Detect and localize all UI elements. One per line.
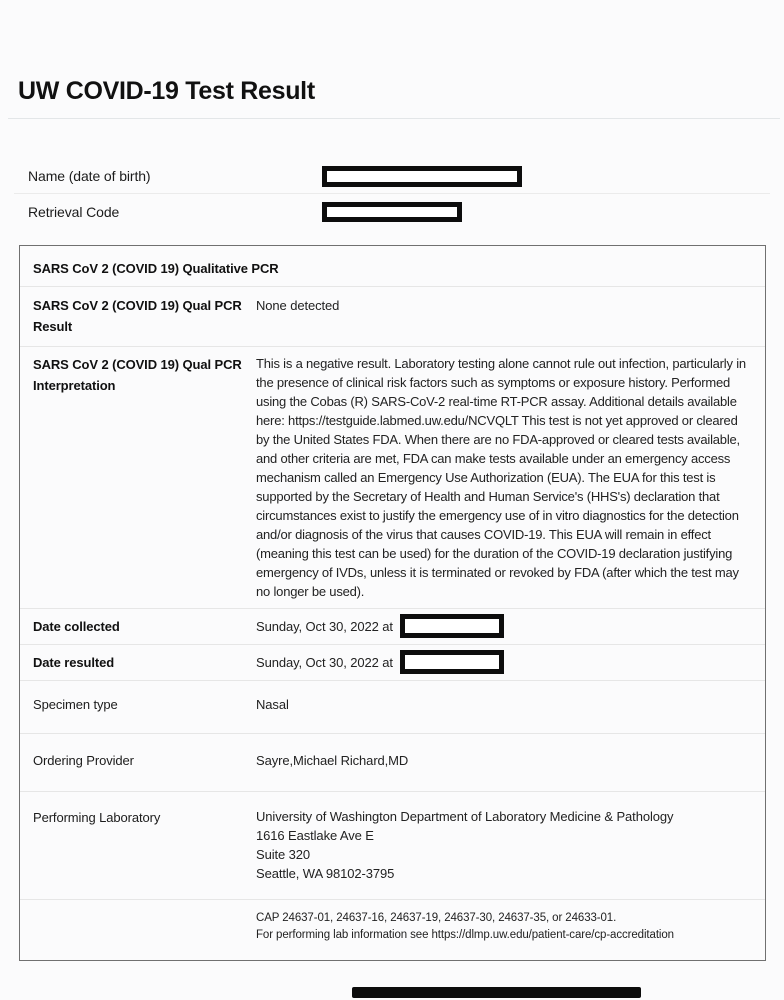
redacted-time-box — [400, 614, 504, 638]
panel-title: SARS CoV 2 (COVID 19) Qualitative PCR — [33, 261, 279, 276]
bottom-redaction-bar — [352, 987, 641, 998]
name-row — [0, 159, 784, 193]
accreditation-text — [256, 910, 752, 944]
date-resulted-label: Date resulted — [33, 654, 115, 670]
name-label: Name (date of birth) — [28, 168, 151, 184]
date-resulted-value — [256, 650, 752, 674]
result-value: None detected — [256, 298, 340, 313]
interpretation-label: SARS CoV 2 (COVID 19) Qual PCR Interpretation — [33, 357, 242, 393]
performing-laboratory-value — [256, 807, 752, 883]
retrieval-code-label: Retrieval Code — [28, 204, 120, 220]
redacted-time-box — [400, 650, 504, 674]
retrieval-code-row — [0, 194, 784, 230]
patient-info-section — [0, 159, 784, 230]
specimen-type-row — [20, 680, 765, 733]
date-resulted-text: Sunday, Oct 30, 2022 at — [256, 654, 393, 670]
performing-laboratory-row — [20, 791, 765, 899]
date-collected-value — [256, 614, 752, 638]
accreditation-spacer — [33, 910, 256, 944]
accreditation-info-line: For performing lab information see https://dlmp.uw.edu/patient-care/cp-accreditation — [256, 929, 674, 941]
interpretation-row — [20, 346, 765, 608]
interpretation-text: This is a negative result. Laboratory testing alone cannot rule out infection, particularly in the presence of clinical risk factors such as symptoms or exposure history. Performed using the Cobas (R) SARS-CoV-2 real-time RT-PCR assay. Additional details available here: https://testguide.labmed.uw.edu/NCVQLT This test is not yet approved or cleared by the United States FDA. When there are no FDA-approved or cleared tests available, and other criteria are met, FDA can make tests available under an emergency access mechanism called an Emergency Use Authorization (EUA). The EUA for this test is supported by the Secretary of Health and Human Service's (HHS's) declaration that circumstances exist to justify the emergency use of in vitro diagnostics for the detection and/or diagnosis of the virus that causes COVID-19. This EUA will remain in effect (meaning this test can be used) for the duration of the COVID-19 declaration justifying emergency of IVDs, unless it is terminated or revoked by FDA (after which the test may no longer be used). — [256, 356, 746, 599]
accreditation-row — [20, 899, 765, 960]
ordering-provider-row — [20, 733, 765, 791]
performing-laboratory-label: Performing Laboratory — [33, 810, 161, 825]
redacted-retrieval-code-box — [322, 202, 462, 222]
specimen-type-value: Nasal — [256, 697, 289, 712]
lab-address-line: 1616 Eastlake Ave E — [256, 828, 374, 843]
date-collected-text: Sunday, Oct 30, 2022 at — [256, 618, 393, 634]
panel-title-row — [20, 246, 765, 286]
result-card — [19, 245, 766, 961]
date-collected-row — [20, 608, 765, 644]
ordering-provider-label: Ordering Provider — [33, 753, 134, 768]
page-title: UW COVID-19 Test Result — [18, 77, 315, 105]
ordering-provider-value: Sayre,Michael Richard,MD — [256, 753, 409, 768]
result-row — [20, 286, 765, 346]
page-header — [0, 0, 784, 119]
redacted-name-box — [322, 166, 522, 187]
date-resulted-row — [20, 644, 765, 680]
result-label: SARS CoV 2 (COVID 19) Qual PCR Result — [33, 298, 242, 334]
cap-numbers-line: CAP 24637-01, 24637-16, 24637-19, 24637-30, 24637-35, or 24633-01. — [256, 912, 617, 924]
lab-suite-line: Suite 320 — [256, 847, 311, 862]
date-collected-label: Date collected — [33, 618, 120, 634]
lab-city-line: Seattle, WA 98102-3795 — [256, 866, 395, 881]
lab-name: University of Washington Department of Laboratory Medicine & Pathology — [256, 809, 674, 824]
title-divider — [8, 118, 780, 119]
specimen-type-label: Specimen type — [33, 697, 118, 712]
